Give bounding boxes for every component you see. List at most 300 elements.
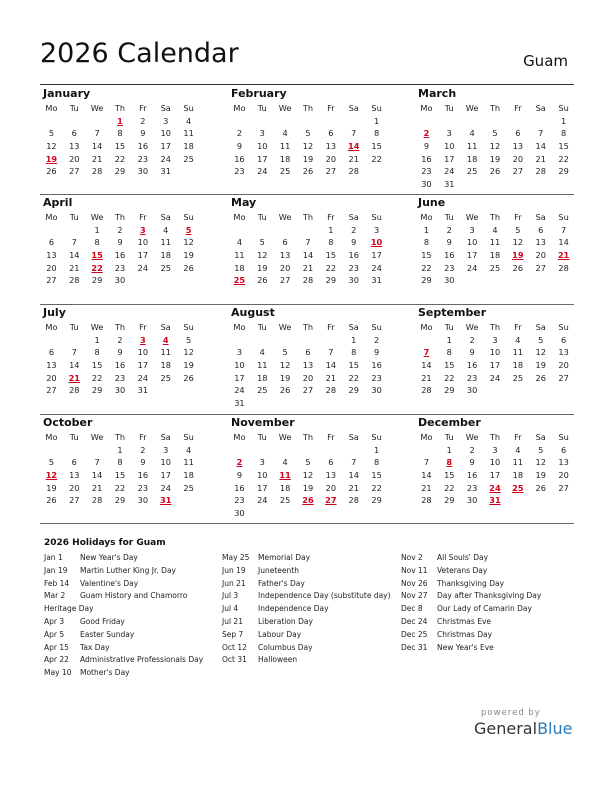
holiday-day: 2 bbox=[236, 457, 243, 468]
day-cell: 21 bbox=[348, 153, 359, 164]
holiday-date: Apr 22 bbox=[44, 655, 69, 665]
day-cell: 18 bbox=[160, 250, 171, 261]
weekday-header: Su bbox=[183, 432, 194, 442]
holiday-row bbox=[222, 578, 391, 591]
day-cell: 21 bbox=[535, 153, 546, 164]
day-cell: 19 bbox=[535, 360, 546, 371]
brand-logo[interactable] bbox=[474, 719, 572, 738]
day-cell: 1 bbox=[560, 115, 567, 126]
month-january bbox=[40, 87, 200, 178]
day-cell: 27 bbox=[558, 372, 569, 383]
day-cell: 30 bbox=[444, 275, 455, 286]
empty-cell bbox=[415, 334, 438, 347]
empty-cell bbox=[228, 444, 251, 457]
day-cell: 26 bbox=[183, 262, 194, 273]
day-cell: 9 bbox=[446, 237, 452, 248]
day-cell: 8 bbox=[446, 347, 452, 358]
empty-cell bbox=[461, 115, 484, 128]
day-cell: 28 bbox=[91, 166, 103, 177]
day-cell: 5 bbox=[305, 128, 311, 139]
holiday-day: 3 bbox=[140, 224, 146, 235]
empty-cell bbox=[63, 444, 86, 457]
holiday-day: 2 bbox=[423, 128, 430, 139]
day-cell: 20 bbox=[325, 153, 337, 164]
day-cell: 31 bbox=[160, 166, 171, 177]
day-cell: 24 bbox=[371, 262, 382, 273]
holiday-day: 7 bbox=[423, 347, 430, 358]
holiday-column bbox=[401, 552, 541, 654]
empty-cell bbox=[297, 224, 320, 237]
day-cell: 18 bbox=[512, 360, 524, 371]
powered-by-text: powered by bbox=[481, 708, 541, 718]
holiday-day: 21 bbox=[557, 250, 570, 261]
holiday-name: Heritage Day bbox=[44, 604, 94, 614]
empty-cell bbox=[63, 334, 86, 347]
holiday-row bbox=[401, 578, 541, 591]
day-cell: 3 bbox=[492, 444, 498, 455]
day-cell: 20 bbox=[558, 470, 569, 481]
weekday-header: Fr bbox=[514, 103, 522, 113]
weekday-header: Sa bbox=[348, 103, 359, 113]
weekday-header: Sa bbox=[348, 432, 359, 442]
day-cell: 17 bbox=[137, 360, 149, 371]
day-cell: 24 bbox=[466, 262, 478, 273]
weekday-header: Sa bbox=[535, 322, 546, 332]
empty-cell bbox=[529, 115, 552, 128]
day-cell: 11 bbox=[257, 360, 268, 371]
day-cell: 23 bbox=[348, 262, 359, 273]
holiday-date: Feb 14 bbox=[44, 578, 70, 588]
day-cell: 9 bbox=[117, 347, 123, 358]
holiday-day: 25 bbox=[233, 275, 246, 286]
day-cell: 24 bbox=[257, 495, 268, 506]
holiday-row bbox=[44, 629, 203, 642]
top-divider bbox=[40, 84, 574, 85]
holiday-row bbox=[44, 616, 203, 629]
day-cell: 20 bbox=[302, 372, 314, 383]
holiday-row bbox=[401, 616, 541, 629]
holiday-day: 22 bbox=[91, 262, 103, 273]
day-cell: 6 bbox=[560, 444, 567, 455]
day-cell: 23 bbox=[137, 153, 149, 164]
day-cell: 25 bbox=[466, 166, 478, 177]
day-cell: 2 bbox=[140, 115, 146, 126]
day-cell: 1 bbox=[373, 115, 380, 126]
day-cell: 17 bbox=[234, 372, 245, 383]
weekday-header: Fr bbox=[514, 432, 522, 442]
empty-cell bbox=[40, 444, 63, 457]
day-cell: 10 bbox=[137, 237, 149, 248]
day-cell: 9 bbox=[469, 347, 475, 358]
holiday-row bbox=[44, 552, 203, 565]
holiday-day: 31 bbox=[160, 495, 172, 506]
day-cell: 5 bbox=[305, 457, 311, 468]
holiday-name: Columbus Day bbox=[258, 642, 313, 652]
day-cell: 11 bbox=[279, 141, 291, 152]
empty-cell bbox=[297, 444, 320, 457]
day-cell: 26 bbox=[46, 166, 57, 177]
day-cell: 28 bbox=[302, 275, 314, 286]
weekday-header: Tu bbox=[69, 212, 79, 222]
weekday-header: Sa bbox=[535, 432, 546, 442]
month-name: August bbox=[231, 306, 275, 319]
holiday-row bbox=[222, 552, 391, 565]
day-cell: 12 bbox=[183, 347, 194, 358]
day-cell: 7 bbox=[305, 237, 311, 248]
holiday-row bbox=[401, 565, 541, 578]
holiday-row bbox=[401, 552, 541, 565]
day-cell: 13 bbox=[46, 250, 57, 261]
day-cell: 11 bbox=[466, 141, 478, 152]
day-cell: 25 bbox=[183, 482, 194, 493]
holiday-date: Jan 1 bbox=[44, 553, 63, 562]
day-cell: 16 bbox=[137, 470, 149, 481]
holiday-name: Juneteenth bbox=[258, 565, 299, 575]
day-cell: 19 bbox=[302, 482, 314, 493]
day-cell: 14 bbox=[325, 360, 337, 371]
day-cell: 22 bbox=[421, 262, 432, 273]
day-cell: 24 bbox=[444, 166, 455, 177]
row-divider bbox=[40, 194, 574, 195]
day-cell: 23 bbox=[234, 166, 245, 177]
day-cell: 11 bbox=[160, 347, 171, 358]
day-cell: 17 bbox=[257, 153, 268, 164]
weekday-header: Su bbox=[183, 212, 194, 222]
weekday-header: Tu bbox=[257, 322, 267, 332]
day-cell: 15 bbox=[371, 470, 382, 481]
holiday-row bbox=[222, 616, 391, 629]
day-cell: 13 bbox=[558, 457, 569, 468]
day-cell: 18 bbox=[160, 360, 171, 371]
day-cell: 8 bbox=[373, 128, 380, 139]
empty-cell bbox=[40, 115, 63, 128]
holiday-name: Valentine's Day bbox=[80, 578, 139, 588]
holiday-date: Nov 11 bbox=[401, 565, 428, 575]
day-cell: 9 bbox=[423, 141, 430, 152]
weekday-header: Tu bbox=[69, 432, 79, 442]
day-cell: 9 bbox=[140, 128, 146, 139]
day-cell: 20 bbox=[535, 250, 546, 261]
day-cell: 16 bbox=[114, 250, 126, 261]
day-cell: 16 bbox=[348, 250, 359, 261]
day-cell: 11 bbox=[183, 457, 194, 468]
month-july bbox=[40, 306, 200, 397]
day-cell: 22 bbox=[371, 153, 382, 164]
weekday-header: Sa bbox=[348, 322, 359, 332]
weekday-header: Su bbox=[558, 322, 569, 332]
day-cell: 10 bbox=[137, 347, 149, 358]
day-cell: 24 bbox=[160, 482, 171, 493]
day-cell: 30 bbox=[348, 275, 359, 286]
holiday-day: 24 bbox=[489, 482, 501, 493]
weekday-header: Th bbox=[302, 103, 314, 113]
day-cell: 6 bbox=[282, 237, 288, 248]
day-cell: 7 bbox=[94, 457, 100, 468]
day-cell: 26 bbox=[535, 372, 546, 383]
weekday-header: Th bbox=[114, 103, 126, 113]
day-cell: 30 bbox=[114, 275, 126, 286]
empty-cell bbox=[319, 334, 342, 347]
weekday-header: We bbox=[465, 212, 479, 222]
month-name: July bbox=[43, 306, 66, 319]
weekday-header: We bbox=[278, 322, 292, 332]
day-cell: 8 bbox=[373, 457, 380, 468]
empty-cell bbox=[342, 115, 365, 128]
day-cell: 8 bbox=[423, 237, 430, 248]
day-cell: 12 bbox=[535, 347, 546, 358]
day-cell: 5 bbox=[538, 444, 544, 455]
day-cell: 10 bbox=[160, 128, 171, 139]
day-cell: 17 bbox=[489, 470, 501, 481]
day-cell: 6 bbox=[48, 347, 55, 358]
weekday-header: Mo bbox=[420, 432, 433, 442]
weekday-header: Sa bbox=[535, 103, 546, 113]
day-cell: 5 bbox=[538, 334, 544, 345]
day-cell: 26 bbox=[535, 482, 546, 493]
day-cell: 26 bbox=[489, 166, 501, 177]
day-cell: 10 bbox=[257, 141, 268, 152]
day-cell: 13 bbox=[512, 141, 524, 152]
day-cell: 18 bbox=[279, 153, 291, 164]
holiday-name: Halloween bbox=[258, 655, 298, 665]
holiday-name: Independence Day (substitute day) bbox=[258, 591, 391, 601]
day-cell: 12 bbox=[535, 457, 546, 468]
holiday-day: 25 bbox=[512, 482, 524, 493]
day-cell: 13 bbox=[279, 250, 291, 261]
day-cell: 20 bbox=[69, 153, 80, 164]
holiday-day: 1 bbox=[117, 115, 123, 126]
day-cell: 2 bbox=[469, 444, 475, 455]
day-cell: 21 bbox=[302, 262, 314, 273]
empty-cell bbox=[297, 115, 320, 128]
holiday-name: Tax Day bbox=[80, 642, 110, 652]
day-cell: 15 bbox=[114, 141, 126, 152]
day-cell: 29 bbox=[114, 166, 126, 177]
day-cell: 18 bbox=[489, 250, 501, 261]
day-cell: 28 bbox=[421, 385, 432, 396]
weekday-header: Fr bbox=[327, 322, 335, 332]
weekday-header: Mo bbox=[233, 212, 246, 222]
day-cell: 23 bbox=[371, 372, 382, 383]
day-cell: 6 bbox=[71, 457, 77, 468]
day-cell: 23 bbox=[234, 495, 245, 506]
day-cell: 4 bbox=[236, 237, 243, 248]
weekday-header: Mo bbox=[45, 322, 58, 332]
weekday-header: Fr bbox=[514, 322, 522, 332]
weekday-header: Fr bbox=[139, 103, 147, 113]
day-cell: 21 bbox=[421, 372, 432, 383]
day-cell: 25 bbox=[257, 385, 268, 396]
day-cell: 4 bbox=[163, 224, 169, 235]
weekday-header: We bbox=[278, 103, 292, 113]
day-cell: 4 bbox=[515, 334, 521, 345]
day-cell: 9 bbox=[117, 237, 123, 248]
day-cell: 25 bbox=[160, 262, 171, 273]
weekday-header: Mo bbox=[233, 432, 246, 442]
empty-cell bbox=[342, 444, 365, 457]
day-cell: 29 bbox=[348, 385, 359, 396]
day-cell: 14 bbox=[535, 141, 546, 152]
day-cell: 26 bbox=[512, 262, 524, 273]
month-may bbox=[228, 196, 388, 287]
day-cell: 16 bbox=[421, 153, 432, 164]
holiday-date: Jan 19 bbox=[44, 565, 68, 575]
day-cell: 1 bbox=[94, 334, 100, 345]
holiday-row bbox=[44, 590, 203, 603]
holiday-date: May 10 bbox=[44, 668, 72, 678]
day-cell: 15 bbox=[348, 360, 359, 371]
day-cell: 8 bbox=[94, 347, 100, 358]
holiday-row bbox=[401, 629, 541, 642]
day-cell: 27 bbox=[46, 385, 57, 396]
day-cell: 17 bbox=[371, 250, 382, 261]
day-cell: 15 bbox=[444, 360, 455, 371]
day-cell: 12 bbox=[489, 141, 501, 152]
weekday-header: Su bbox=[558, 212, 569, 222]
holiday-column bbox=[222, 552, 391, 667]
day-cell: 27 bbox=[512, 166, 524, 177]
day-cell: 14 bbox=[421, 470, 432, 481]
month-name: January bbox=[43, 87, 91, 100]
day-cell: 17 bbox=[444, 153, 455, 164]
empty-cell bbox=[319, 115, 342, 128]
day-cell: 27 bbox=[279, 275, 291, 286]
holiday-date: Nov 27 bbox=[401, 591, 428, 601]
day-cell: 31 bbox=[444, 179, 455, 190]
holiday-name: Thanksgiving Day bbox=[437, 578, 505, 588]
day-grid bbox=[228, 431, 388, 520]
weekday-header: Mo bbox=[233, 103, 246, 113]
day-cell: 25 bbox=[489, 262, 501, 273]
holiday-date: Jun 21 bbox=[222, 578, 246, 588]
holiday-row bbox=[44, 603, 203, 616]
day-cell: 3 bbox=[236, 347, 243, 358]
month-october bbox=[40, 416, 200, 507]
holiday-day: 19 bbox=[45, 153, 58, 164]
holiday-date: Dec 25 bbox=[401, 629, 428, 639]
holiday-date: Jun 19 bbox=[222, 565, 246, 575]
holiday-name: New Year's Eve bbox=[437, 642, 494, 652]
holiday-row bbox=[44, 654, 203, 667]
brand-blue: Blue bbox=[537, 719, 573, 738]
month-name: April bbox=[43, 196, 73, 209]
weekday-header: Sa bbox=[348, 212, 359, 222]
day-cell: 6 bbox=[328, 128, 334, 139]
day-cell: 7 bbox=[94, 128, 100, 139]
day-cell: 30 bbox=[466, 495, 478, 506]
day-cell: 5 bbox=[185, 334, 192, 345]
day-grid bbox=[40, 431, 200, 507]
weekday-header: Sa bbox=[535, 212, 546, 222]
empty-cell bbox=[251, 115, 274, 128]
day-cell: 29 bbox=[371, 495, 382, 506]
empty-cell bbox=[506, 115, 529, 128]
day-cell: 21 bbox=[325, 372, 337, 383]
day-cell: 25 bbox=[160, 372, 171, 383]
day-cell: 9 bbox=[236, 470, 243, 481]
holiday-date: Apr 3 bbox=[44, 616, 65, 626]
day-cell: 24 bbox=[137, 262, 149, 273]
day-cell: 15 bbox=[444, 470, 455, 481]
day-grid bbox=[40, 321, 200, 397]
weekday-header: Su bbox=[371, 322, 382, 332]
day-cell: 1 bbox=[446, 334, 452, 345]
weekday-header: Mo bbox=[45, 432, 58, 442]
month-february bbox=[228, 87, 388, 178]
month-november bbox=[228, 416, 388, 520]
day-cell: 8 bbox=[94, 237, 100, 248]
holiday-date: Jul 21 bbox=[222, 616, 243, 626]
day-cell: 27 bbox=[558, 482, 569, 493]
holiday-name: Independence Day bbox=[258, 604, 329, 614]
day-cell: 9 bbox=[373, 347, 380, 358]
weekday-header: We bbox=[465, 322, 479, 332]
day-cell: 4 bbox=[515, 444, 521, 455]
empty-cell bbox=[228, 224, 251, 237]
empty-cell bbox=[86, 444, 109, 457]
day-cell: 20 bbox=[325, 482, 337, 493]
day-cell: 14 bbox=[91, 141, 103, 152]
day-cell: 19 bbox=[183, 360, 194, 371]
holiday-name: Guam History and Chamorro bbox=[80, 591, 188, 601]
day-cell: 9 bbox=[236, 141, 243, 152]
day-cell: 12 bbox=[512, 237, 524, 248]
day-cell: 4 bbox=[185, 115, 192, 126]
day-cell: 26 bbox=[302, 166, 314, 177]
empty-cell bbox=[415, 115, 438, 128]
day-cell: 30 bbox=[114, 385, 126, 396]
day-cell: 1 bbox=[117, 444, 123, 455]
holiday-date: Oct 31 bbox=[222, 655, 247, 665]
day-cell: 26 bbox=[183, 372, 194, 383]
day-cell: 7 bbox=[71, 347, 77, 358]
row-divider bbox=[40, 414, 574, 415]
weekday-header: Fr bbox=[139, 432, 147, 442]
day-cell: 20 bbox=[512, 153, 524, 164]
day-cell: 30 bbox=[466, 385, 478, 396]
day-cell: 18 bbox=[183, 141, 194, 152]
day-cell: 2 bbox=[140, 444, 146, 455]
weekday-header: Th bbox=[489, 212, 501, 222]
holiday-day: 15 bbox=[91, 250, 103, 261]
day-cell: 7 bbox=[328, 347, 334, 358]
weekday-header: We bbox=[90, 432, 104, 442]
day-cell: 28 bbox=[91, 495, 103, 506]
weekday-header: Th bbox=[489, 322, 501, 332]
weekday-header: We bbox=[465, 432, 479, 442]
day-cell: 12 bbox=[302, 141, 314, 152]
day-cell: 4 bbox=[469, 128, 475, 139]
weekday-header: Mo bbox=[45, 103, 58, 113]
weekday-header: Su bbox=[558, 432, 569, 442]
day-cell: 31 bbox=[371, 275, 382, 286]
day-cell: 30 bbox=[137, 495, 149, 506]
weekday-header: We bbox=[465, 103, 479, 113]
day-cell: 22 bbox=[444, 482, 455, 493]
holiday-day: 26 bbox=[302, 495, 314, 506]
day-cell: 13 bbox=[302, 360, 314, 371]
day-cell: 28 bbox=[69, 385, 80, 396]
day-cell: 6 bbox=[48, 237, 55, 248]
holiday-date: Apr 15 bbox=[44, 642, 69, 652]
day-cell: 18 bbox=[257, 372, 268, 383]
day-cell: 18 bbox=[279, 482, 291, 493]
weekday-header: Th bbox=[489, 432, 501, 442]
day-cell: 5 bbox=[48, 457, 55, 468]
day-cell: 18 bbox=[512, 470, 524, 481]
weekday-header: Mo bbox=[420, 212, 433, 222]
day-cell: 18 bbox=[466, 153, 478, 164]
